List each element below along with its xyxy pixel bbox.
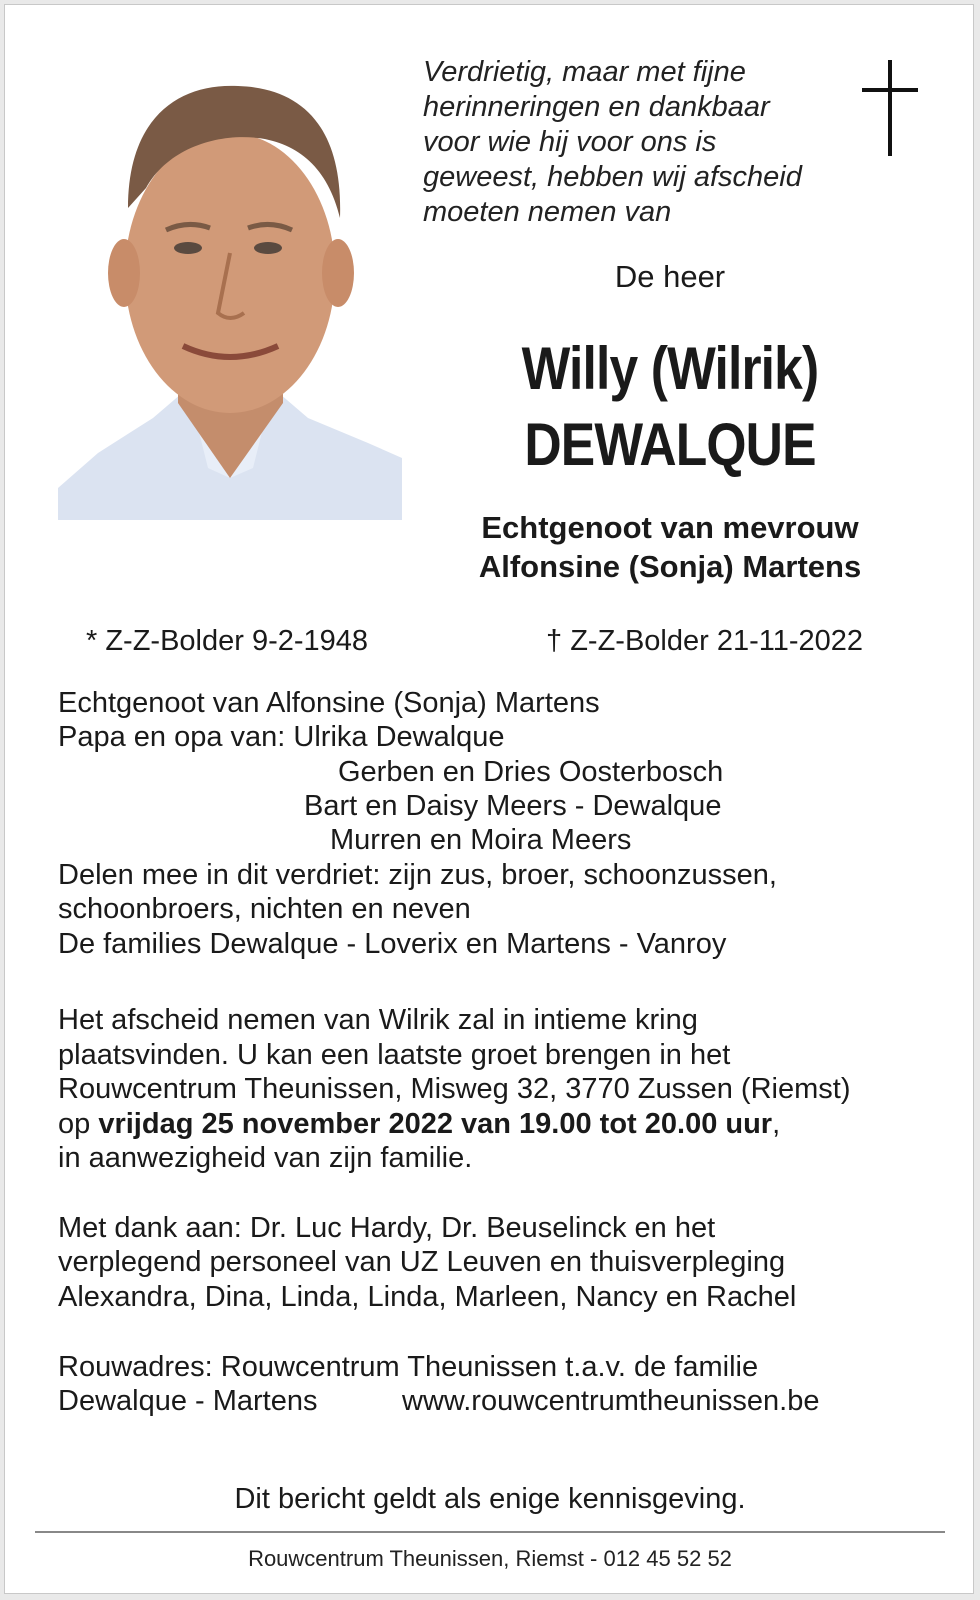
family-line: Papa en opa van: Ulrika Dewalque: [58, 721, 505, 753]
farewell-line: Het afscheid nemen van Wilrik zal in intieme kring: [58, 1004, 698, 1036]
portrait-photo: [58, 58, 402, 520]
address-line: Dewalque - Martens: [58, 1385, 318, 1417]
address-line: Rouwadres: Rouwcentrum Theunissen t.a.v. de familie: [58, 1351, 759, 1383]
family-line: Gerben en Dries Oosterbosch: [338, 756, 724, 788]
intro-line: herinneringen en dankbaar: [423, 91, 770, 123]
notice-text: Dit bericht geldt als enige kennisgeving.: [234, 1483, 746, 1515]
thanks-line: Met dank aan: Dr. Luc Hardy, Dr. Beuselinck en het: [58, 1212, 716, 1244]
spouse-name: Alfonsine (Sonja) Martens: [478, 549, 862, 584]
deceased-first-name: Willy (Wilrik): [521, 335, 819, 402]
farewell-prefix: op: [58, 1108, 91, 1140]
portrait-illustration: [58, 58, 402, 520]
farewell-suffix: ,: [772, 1108, 781, 1140]
intro-line: Verdrietig, maar met fijne: [423, 56, 746, 88]
intro-line: moeten nemen van: [423, 196, 672, 228]
spouse-line: Echtgenoot van mevrouw: [481, 510, 859, 545]
cross-icon: [862, 60, 920, 160]
death-date-wrap: [546, 625, 863, 658]
intro-line: voor wie hij voor ons is: [423, 126, 717, 158]
farewell-line: plaatsvinden. U kan een laatste groet brengen in het: [58, 1039, 731, 1071]
family-line: Bart en Daisy Meers - Dewalque: [304, 790, 722, 822]
deceased-last-name: DEWALQUE: [524, 411, 816, 478]
family-line: Murren en Moira Meers: [330, 824, 632, 856]
footer-divider: [35, 1531, 945, 1533]
farewell-line: Rouwcentrum Theunissen, Misweg 32, 3770 Zussen (Riemst): [58, 1073, 851, 1105]
thanks-line: verplegend personeel van UZ Leuven en thuisverpleging: [58, 1246, 786, 1278]
family-line: Echtgenoot van Alfonsine (Sonja) Martens: [58, 687, 600, 719]
honorific: De heer: [614, 259, 726, 294]
thanks-line: Alexandra, Dina, Linda, Linda, Marleen, Nancy en Rachel: [58, 1281, 797, 1313]
death-symbol: †: [546, 625, 563, 657]
death-date: Z-Z-Bolder 21-11-2022: [570, 625, 864, 657]
birth-date: * Z-Z-Bolder 9-2-1948: [86, 625, 369, 657]
footer-text: Rouwcentrum Theunissen, Riemst - 012 45 52 52: [248, 1546, 732, 1571]
farewell-datetime: vrijdag 25 november 2022 van 19.00 tot 20.00 uur: [98, 1108, 773, 1140]
family-line: De families Dewalque - Loverix en Martens - Vanroy: [58, 928, 727, 960]
website-link[interactable]: www.rouwcentrumtheunissen.be: [402, 1385, 820, 1417]
intro-line: geweest, hebben wij afscheid: [423, 161, 802, 193]
family-line: schoonbroers, nichten en neven: [58, 893, 471, 925]
farewell-line: in aanwezigheid van zijn familie.: [58, 1142, 473, 1174]
farewell-datetime-line: [58, 1107, 780, 1142]
intro-text: [423, 55, 863, 230]
family-line: Delen mee in dit verdriet: zijn zus, broer, schoonzussen,: [58, 859, 777, 891]
